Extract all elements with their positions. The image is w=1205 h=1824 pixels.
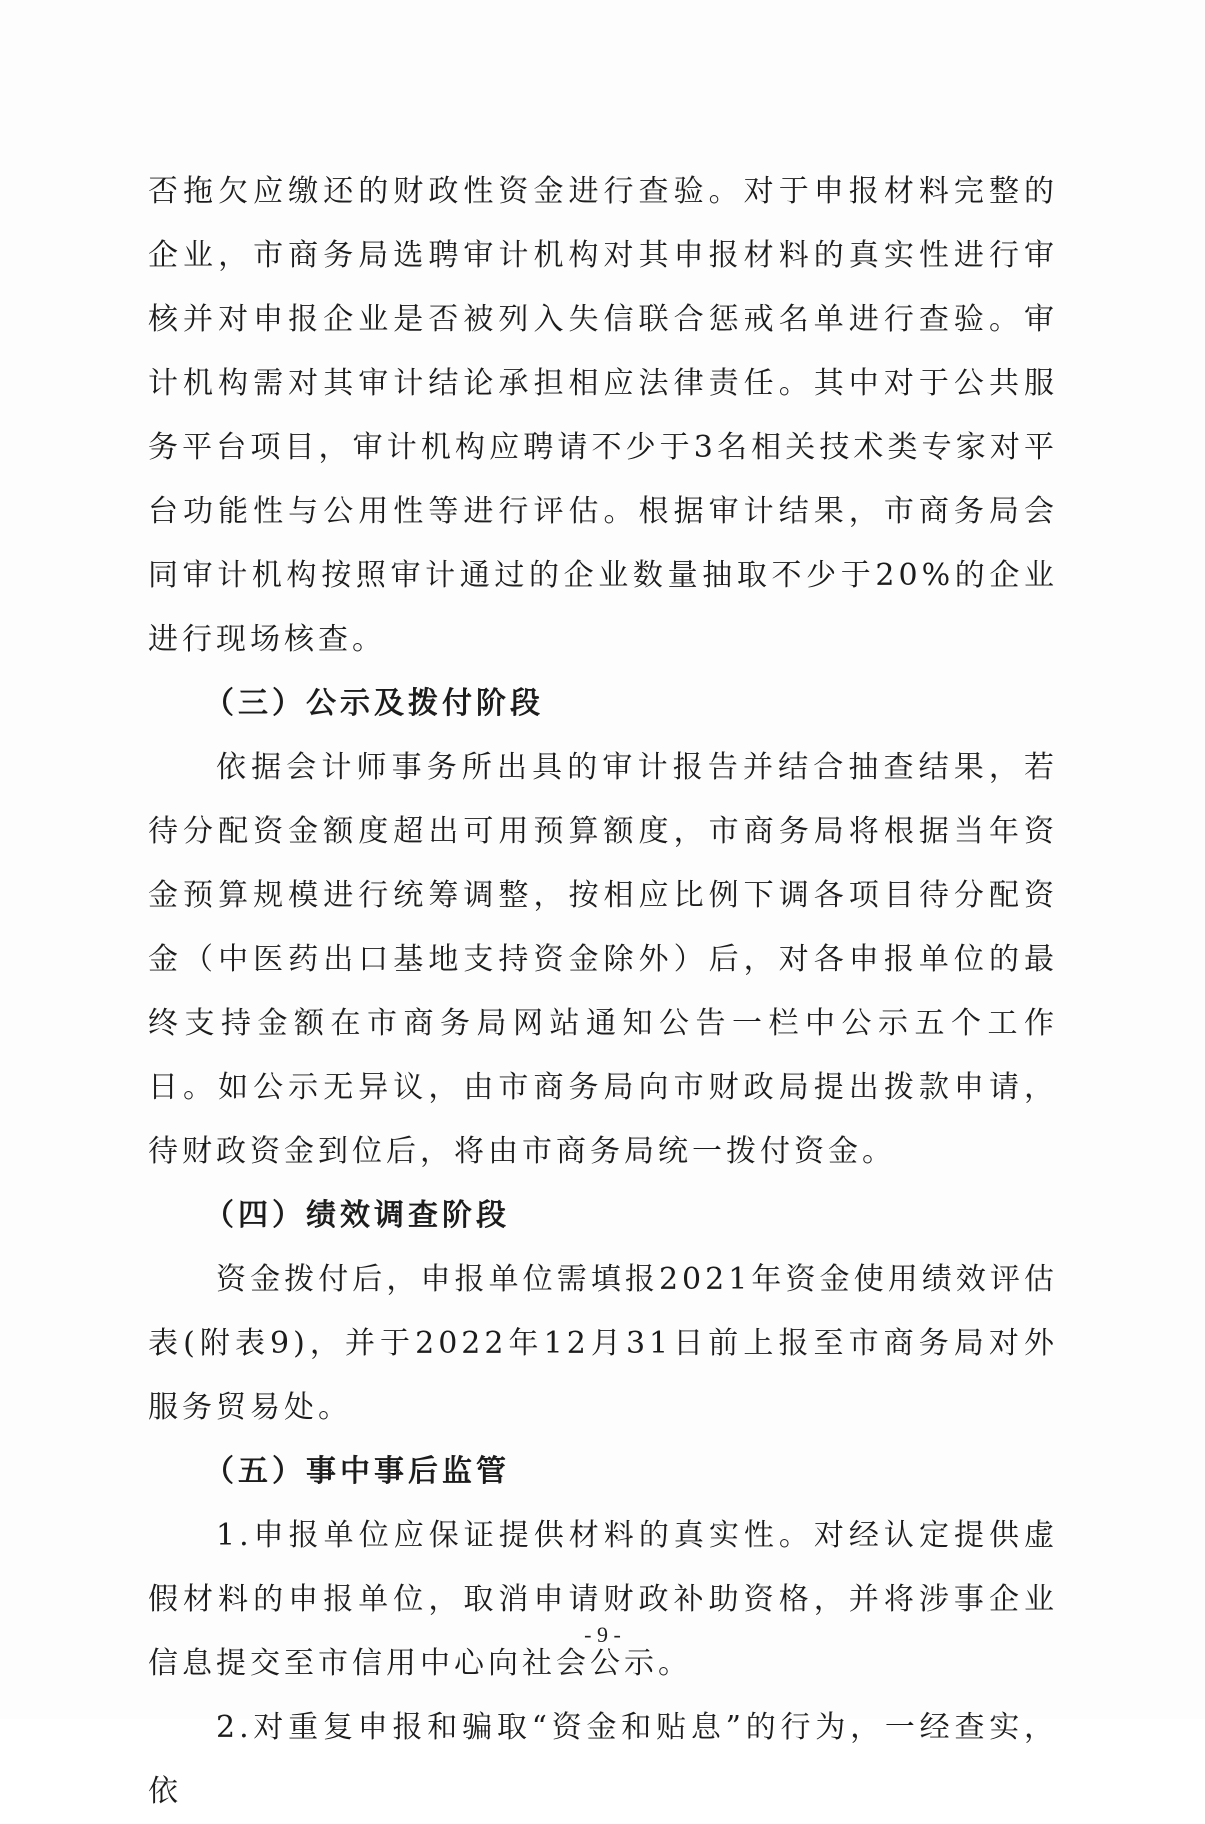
paragraph-audit-review: 否拖欠应缴还的财政性资金进行查验。对于申报材料完整的企业，市商务局选聘审计机构对其申报材料的真实性进行审核并对申报企业是否被列入失信联合惩戒名单进行查验。审计机构需对其审计结论承担相应法律责任。其中对于公共服务平台项目，审计机构应聘请不少于3名相关技术类专家对平台功能性与公用性等进行评估。根据审计结果，市商务局会同审计机构按照审计通过的企业数量抽取不少于20%的企业进行现场核查。 (148, 174, 1058, 657)
document-body (148, 160, 1058, 1824)
section-heading-publicity: （三）公示及拨付阶段 (204, 686, 544, 721)
paragraph-publicity: 依据会计师事务所出具的审计报告并结合抽查结果，若待分配资金额度超出可用预算额度，市商务局将根据当年资金预算规模进行统筹调整，按相应比例下调各项目待分配资金（中医药出口基地支持资金除外）后，对各申报单位的最终支持金额在市商务局网站通知公告一栏中公示五个工作日。如公示无异议，由市商务局向市财政局提出拨款申请，待财政资金到位后，将由市商务局统一拨付资金。 (148, 750, 1058, 1169)
page-number: - 9 - (584, 1622, 621, 1647)
paragraph-performance: 资金拨付后，申报单位需填报2021年资金使用绩效评估表(附表9)，并于2022年12月31日前上报至市商务局对外服务贸易处。 (148, 1262, 1058, 1425)
section-heading-supervision: （五）事中事后监管 (204, 1454, 510, 1489)
paragraph-supervision-2: 2.对重复申报和骗取“资金和贴息”的行为，一经查实，依 (148, 1710, 1058, 1809)
paragraph-supervision-1: 1.申报单位应保证提供材料的真实性。对经认定提供虚假材料的申报单位，取消申请财政补助资格，并将涉事企业信息提交至市信用中心向社会公示。 (148, 1518, 1058, 1681)
section-heading-performance: （四）绩效调查阶段 (204, 1198, 510, 1233)
